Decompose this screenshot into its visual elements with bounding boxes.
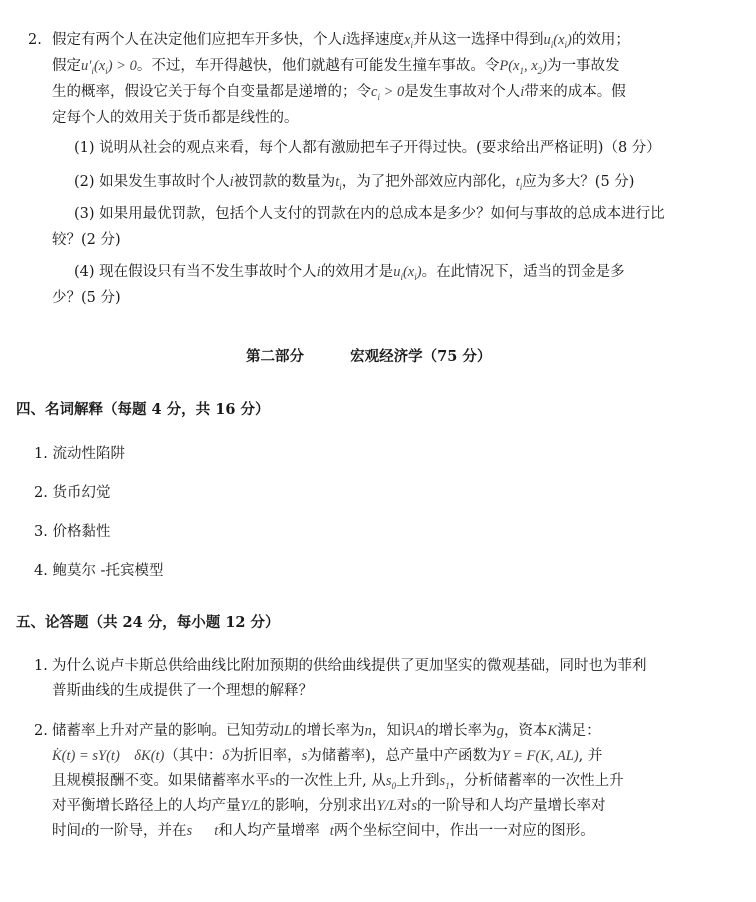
sec5-q1-line-1: 为什么说卢卡斯总供给曲线比附加预期的供给曲线提供了更加坚实的微观基础，同时也为菲利 [52, 658, 647, 674]
q2-sub-3-line-2: 较？(2 分) [52, 232, 121, 248]
section-4-item-3: 3. 价格黏性 [34, 524, 111, 540]
sec5-q2-line-1: 储蓄率上升对产量的影响。已知劳动L的增长率为n，知识A的增长率为g，资本K满足： [52, 723, 601, 739]
section-4-heading: 四、名词解释（每题 4 分，共 16 分） [16, 401, 270, 418]
part-label: 第二部分 [246, 348, 304, 365]
part-title: 宏观经济学（75 分） [350, 348, 492, 365]
q2-sub-1: (1) 说明从社会的观点来看，每个人都有激励把车子开得过快。(要求给出严格证明)（8 分） [74, 140, 661, 156]
part-heading [246, 345, 491, 369]
section-4-item-2: 2. 货币幻觉 [34, 485, 111, 501]
q2-sub-2: (2) 如果发生事故时个人i被罚款的数量为$t_i$，为了把外部效应内部化，$t_i$应为多大？(5 分) [74, 174, 635, 192]
section-4-item-1: 1. 流动性陷阱 [34, 446, 125, 462]
sec5-q2-line-3: 且规模报酬不变。如果储蓄率水平s的一次性上升, 从$s_0$上升到$s_1$，分析储蓄率的一次性上升 [52, 773, 624, 791]
q2-number: 2. [28, 32, 42, 48]
sec5-q2-line-4: 对平衡增长路径上的人均产量Y/L的影响，分别求出Y/L对s的一阶导和人均产量增长率对 [52, 798, 606, 814]
section-4-item-4: 4. 鲍莫尔 -托宾模型 [34, 563, 164, 579]
sec5-q1-number: 1. [34, 658, 48, 674]
q2-line-3: 生的概率，假设它关于每个自变量都是递增的；令$c_i > 0$是发生事故对个人i带来的成本。假 [52, 84, 626, 102]
q2-line-4: 定每个人的效用关于货币都是线性的。 [52, 110, 299, 126]
sec5-q2-line-5: 时间t的一阶导，并在s t和人均产量增率 t两个坐标空间中，作出一一对应的图形。 [52, 823, 595, 839]
q2-sub-4-line-2: 少？(5 分) [52, 290, 121, 306]
sec5-q2-number: 2. [34, 723, 48, 739]
sec5-q1-line-2: 普斯曲线的生成提供了一个理想的解释？ [52, 683, 313, 699]
q2-line-2: 假定$u'_i(x_i) > 0$。不过，车开得越快，他们就越有可能发生撞车事故。令$P(x_1$, $x_2$)为一事故发 [52, 58, 620, 76]
sec5-q2-line-2: K̇(t) = sY(t) δK(t)（其中：δ为折旧率，s为储蓄率)，总产量中产函数为Y = F(K, AL), 并 [52, 748, 603, 764]
q2-sub-4-line-1: (4) 现在假设只有当不发生事故时个人i的效用才是$u_i(x_i)$。在此情况下，适当的罚金是多 [74, 264, 625, 282]
q2-line-1: 假定有两个人在决定他们应把车开多快，个人i选择速度$x_i$并从这一选择中得到$u_i(x_i)$的效用； [52, 32, 630, 50]
section-5-heading: 五、论答题（共 24 分，每小题 12 分） [16, 614, 280, 631]
q2-sub-3-line-1: (3) 如果用最优罚款，包括个人支付的罚款在内的总成本是多少？如何与事故的总成本进行比 [74, 206, 665, 222]
